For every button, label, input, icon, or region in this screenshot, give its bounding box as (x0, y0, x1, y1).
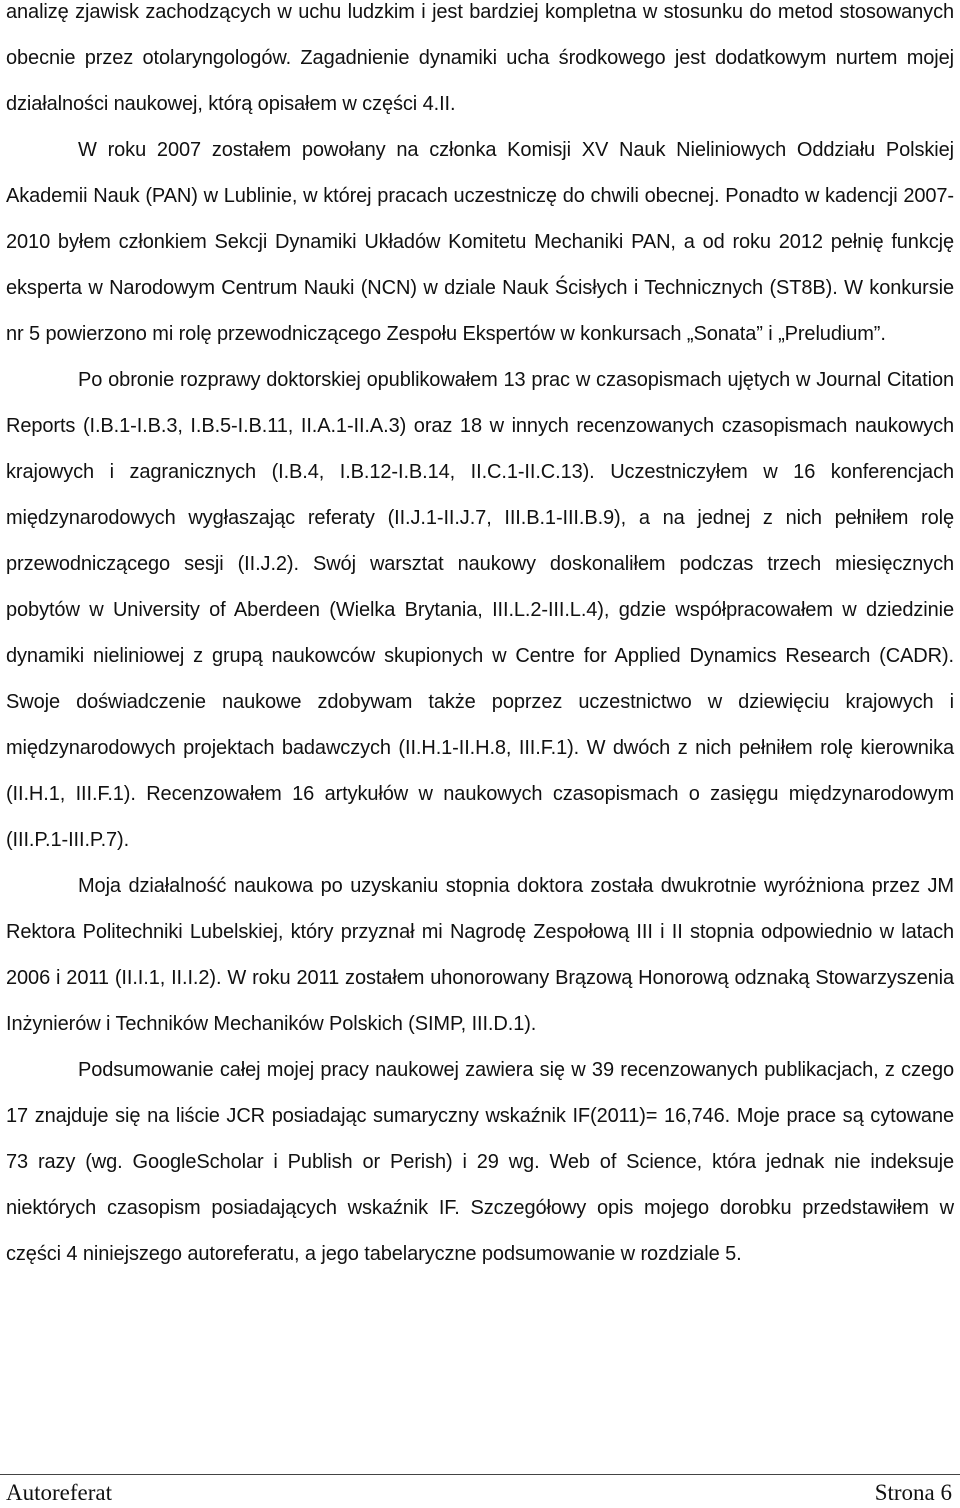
paragraph-awards: Moja działalność naukowa po uzyskaniu stopnia doktora została dwukrotnie wyróżniona przez JM Rektora Politechniki Lubelskiej, który przyznał mi Nagrodę Zespołową III i II stopnia odpowiednio w latach 2006 i 2011 (II.I.1, II.I.2). W roku 2011 zostałem uhonorowany Brązową Honorową odznaką Stowarzyszenia Inżynierów i Techników Mechaników Polskich (SIMP, III.D.1). (6, 875, 954, 1035)
paragraph-commission-membership: W roku 2007 zostałem powołany na członka Komisji XV Nauk Nieliniowych Oddziału Polskiej Akademii Nauk (PAN) w Lublinie, w której pracach uczestniczę do chwili obecnej. Ponadto w kadencji 2007-2010 byłem członkiem Sekcji Dynamiki Układów Komitetu Mechaniki PAN, a od roku 2012 pełnię funkcję eksperta w Narodowym Centrum Nauki (NCN) w dziale Nauk Ścisłych i Technicznych (ST8B). W konkursie nr 5 powierzono mi rolę przewodniczącego Zespołu Ekspertów w konkursach „Sonata” i „Preludium”. (6, 139, 954, 345)
paragraph-publications: Po obronie rozprawy doktorskiej opublikowałem 13 prac w czasopismach ujętych w Journal Citation Reports (I.B.1-I.B.3, I.B.5-I.B.11, II.A.1-II.A.3) oraz 18 w innych recenzowanych czasopismach naukowych krajowych i zagranicznych (I.B.4, I.B.12-I.B.14, II.C.1-II.C.13). Uczestniczyłem w 16 konferencjach międzynarodowych wygłaszając referaty (II.J.1-II.J.7, III.B.1-III.B.9), a na jednej z nich pełniłem rolę przewodniczącego sesji (II.J.2). Swój warsztat naukowy doskonaliłem podczas trzech miesięcznych pobytów w University of Aberdeen (Wielka Brytania, III.L.2-III.L.4), gdzie współpracowałem w dziedzinie dynamiki nieliniowej z grupą naukowców skupionych w Centre for Applied Dynamics Research (CADR). Swoje doświadczenie naukowe zdobywam także poprzez uczestnictwo w dziewięciu krajowych i międzynarodowych projektach badawczych (II.H.1-II.H.8, III.F.1). W dwóch z nich pełniłem rolę kierownika (II.H.1, III.F.1). Recenzowałem 16 artykułów w naukowych czasopismach o zasięgu międzynarodowym (III.P.1-III.P.7). (6, 369, 954, 851)
paragraph-summary: Podsumowanie całej mojej pracy naukowej zawiera się w 39 recenzowanych publikacjach, z czego 17 znajduje się na liście JCR posiadając sumaryczny wskaźnik IF(2011)= 16,746. Moje prace są cytowane 73 razy (wg. GoogleScholar i Publish or Perish) i 29 wg. Web of Science, która jednak nie indeksuje niektórych czasopism posiadających wskaźnik IF. Szczegółowy opis mojego dorobku przedstawiłem w części 4 niniejszego autoreferatu, a jego tabelaryczne podsumowanie w rozdziale 5. (6, 1059, 954, 1265)
document-body (6, 0, 954, 1277)
footer-document-title: Autoreferat (6, 1480, 112, 1505)
footer-page-number: Strona 6 (874, 1480, 952, 1505)
footer-divider (0, 1474, 960, 1475)
page-footer (6, 1478, 952, 1508)
paragraph-continuation: analizę zjawisk zachodzących w uchu ludzkim i jest bardziej kompletna w stosunku do metod stosowanych obecnie przez otolaryngologów. Zagadnienie dynamiki ucha środkowego jest dodatkowym nurtem mojej działalności naukowej, którą opisałem w części 4.II. (6, 1, 954, 115)
